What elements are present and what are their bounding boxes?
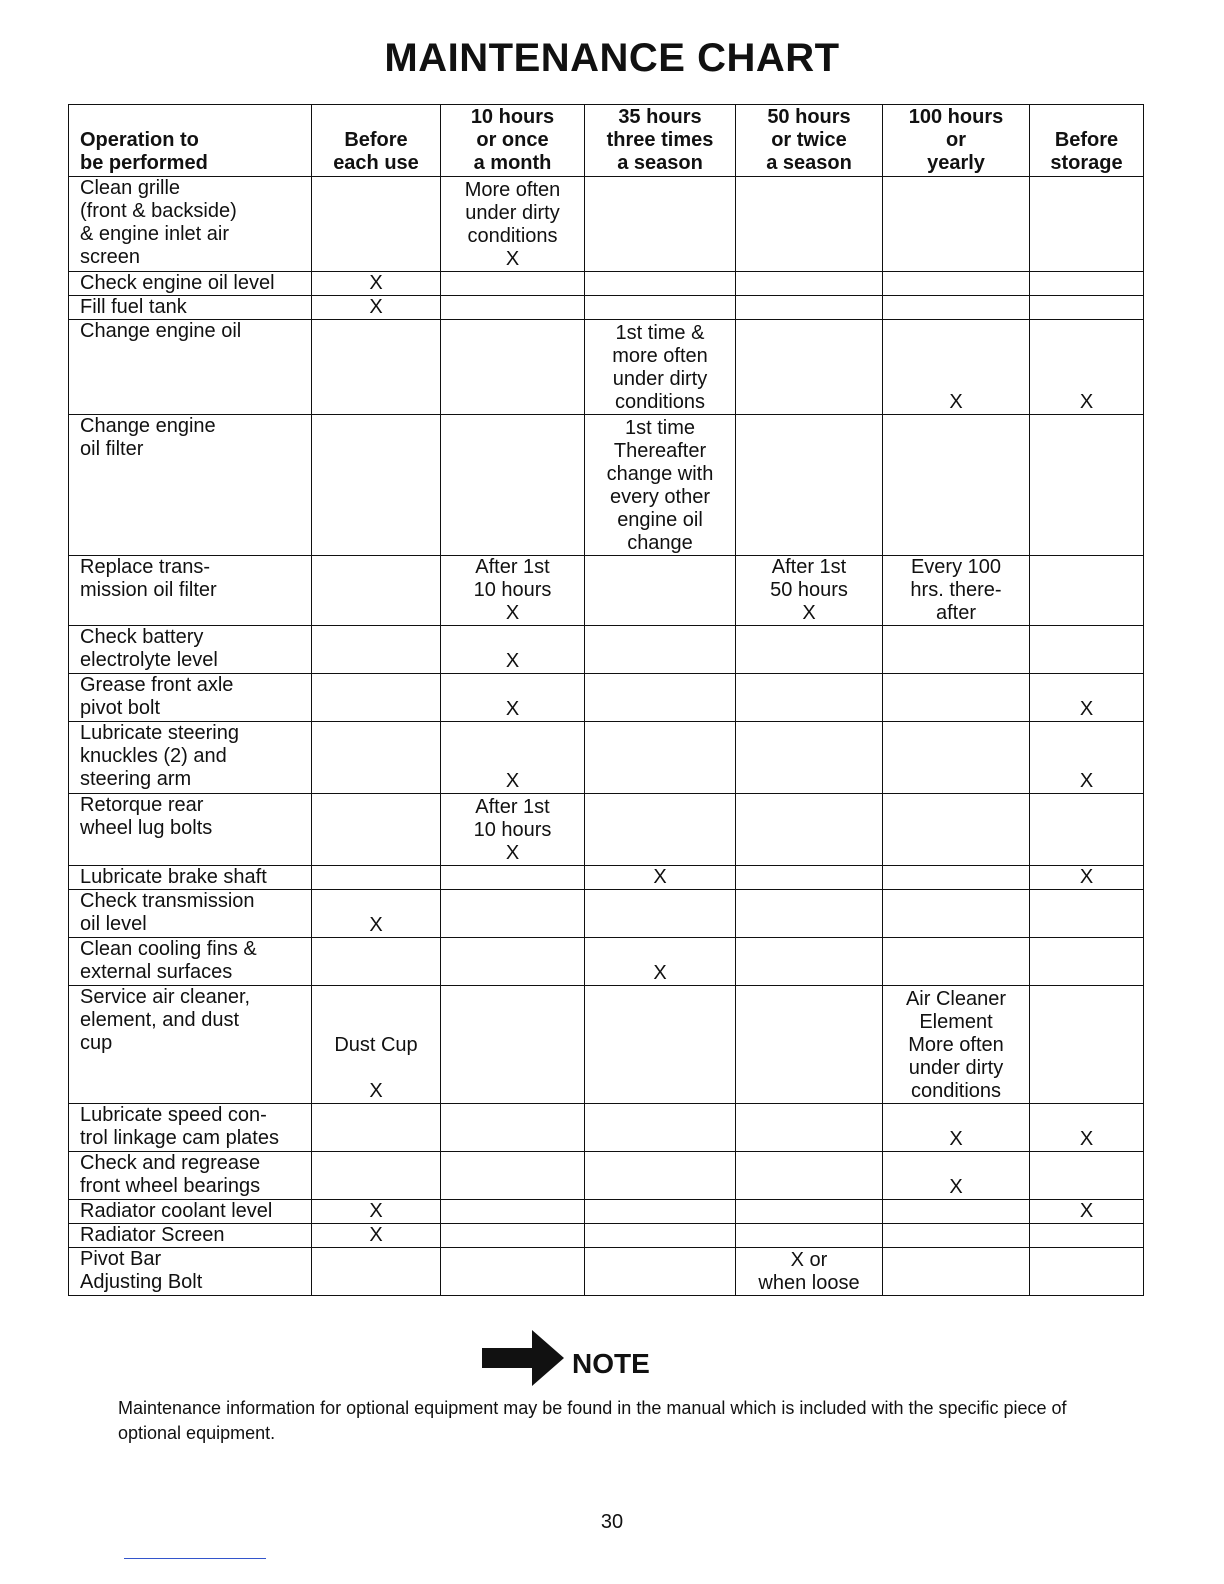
cell-text-line: X [505, 698, 520, 720]
cell-text-line: X [1079, 770, 1094, 792]
cell-text-line: X or [790, 1249, 828, 1271]
interval-cell [883, 1248, 1030, 1296]
table-row [69, 794, 1144, 866]
operation-cell [69, 177, 312, 272]
cell-text-line: 100 hours [908, 106, 1004, 128]
cell-text-line: 50 hours [770, 579, 848, 601]
cell-text-line: 35 hours [618, 106, 702, 128]
cell-text-line: X [1079, 1128, 1094, 1150]
cell-text-line: or twice [771, 129, 847, 151]
cell-text-line: each use [333, 152, 419, 174]
interval-cell [736, 794, 883, 866]
cell-text-line: 1st time [624, 417, 696, 439]
cell-text-line: X [369, 272, 383, 294]
operation-cell [69, 674, 312, 722]
cell-text-line: 10 hours [473, 579, 552, 601]
interval-cell [585, 866, 736, 890]
cell-text-line: After 1st [771, 556, 847, 578]
operation-cell [69, 296, 312, 320]
interval-cell [736, 1104, 883, 1152]
interval-cell [441, 626, 585, 674]
cell-text-line: when loose [758, 1272, 860, 1294]
operation-cell [69, 1104, 312, 1152]
interval-cell [585, 1152, 736, 1200]
cell-text-line: After 1st [475, 556, 550, 578]
interval-cell [585, 722, 736, 794]
interval-cell [312, 626, 441, 674]
table-row [69, 1200, 1144, 1224]
arrow-right-icon [480, 1328, 568, 1388]
cell-text-line: Thereafter [613, 440, 707, 462]
cell-text-line: X [949, 391, 963, 413]
table-row [69, 1152, 1144, 1200]
table-row [69, 1224, 1144, 1248]
cell-text-line: mission oil filter [80, 579, 217, 601]
cell-text-line: More often [464, 179, 561, 201]
interval-cell [1030, 1104, 1144, 1152]
interval-cell [585, 1104, 736, 1152]
operation-cell [69, 320, 312, 415]
table-row [69, 320, 1144, 415]
interval-cell [585, 626, 736, 674]
divider [124, 1558, 266, 1559]
column-header [441, 105, 585, 177]
interval-cell [736, 890, 883, 938]
interval-cell [441, 1224, 585, 1248]
interval-cell [441, 272, 585, 296]
table-row [69, 866, 1144, 890]
cell-text-line: Clean grille [80, 177, 181, 199]
interval-cell [736, 296, 883, 320]
table-row [69, 674, 1144, 722]
interval-cell [441, 1104, 585, 1152]
cell-text-line: X [369, 296, 383, 318]
operation-cell [69, 272, 312, 296]
interval-cell [585, 986, 736, 1104]
interval-cell [312, 177, 441, 272]
interval-cell [441, 866, 585, 890]
interval-cell [1030, 794, 1144, 866]
interval-cell [441, 415, 585, 556]
cell-text-line: Change engine [80, 415, 216, 437]
cell-text-line: oil filter [80, 438, 144, 460]
cell-text-line: wheel lug bolts [80, 817, 213, 839]
cell-text-line: be performed [80, 152, 208, 174]
interval-cell [736, 986, 883, 1104]
cell-text-line: change with [606, 463, 714, 485]
table-row [69, 626, 1144, 674]
interval-cell [736, 177, 883, 272]
cell-text-line: pivot bolt [80, 697, 161, 719]
cell-text-line: Radiator Screen [80, 1224, 225, 1246]
operation-cell [69, 1200, 312, 1224]
interval-cell [312, 986, 441, 1104]
cell-text-line: Check transmission [80, 890, 255, 912]
cell-text-line: hrs. there- [910, 579, 1002, 601]
interval-cell [441, 794, 585, 866]
interval-cell [883, 1200, 1030, 1224]
interval-cell [312, 1104, 441, 1152]
column-header [883, 105, 1030, 177]
cell-text-line: conditions [614, 391, 706, 413]
cell-text-line: Replace trans- [80, 556, 211, 578]
interval-cell [736, 1152, 883, 1200]
table-row [69, 890, 1144, 938]
operation-cell [69, 415, 312, 556]
interval-cell [1030, 674, 1144, 722]
interval-cell [883, 1104, 1030, 1152]
cell-text-line: a month [473, 152, 552, 174]
table-row [69, 272, 1144, 296]
interval-cell [585, 890, 736, 938]
interval-cell [736, 866, 883, 890]
interval-cell [736, 556, 883, 626]
cell-text-line: & engine inlet air [80, 223, 229, 245]
cell-text-line: X [949, 1176, 963, 1198]
cell-text-line: external surfaces [80, 961, 233, 983]
cell-text-line: X [369, 914, 383, 936]
interval-cell [312, 794, 441, 866]
interval-cell [736, 1224, 883, 1248]
cell-text-line: after [935, 602, 977, 624]
column-header [736, 105, 883, 177]
interval-cell [312, 1200, 441, 1224]
table-row [69, 296, 1144, 320]
table-row [69, 938, 1144, 986]
interval-cell [441, 890, 585, 938]
interval-cell [736, 1248, 883, 1296]
cell-text-line: After 1st [475, 796, 550, 818]
cell-text-line: Element [919, 1011, 993, 1033]
interval-cell [736, 674, 883, 722]
interval-cell [585, 556, 736, 626]
interval-cell [312, 556, 441, 626]
operation-cell [69, 556, 312, 626]
interval-cell [883, 674, 1030, 722]
interval-cell [1030, 1152, 1144, 1200]
interval-cell [441, 674, 585, 722]
interval-cell [1030, 320, 1144, 415]
cell-text-line: X [369, 1080, 383, 1102]
interval-cell [585, 938, 736, 986]
cell-text-line: or once [476, 129, 549, 151]
interval-cell [312, 272, 441, 296]
cell-text-line: Air Cleaner [905, 988, 1007, 1010]
cell-text-line: under dirty [465, 202, 560, 224]
operation-cell [69, 1152, 312, 1200]
interval-cell [1030, 866, 1144, 890]
interval-cell [736, 938, 883, 986]
interval-cell [585, 296, 736, 320]
interval-cell [1030, 1248, 1144, 1296]
operation-cell [69, 626, 312, 674]
note-label: NOTE [572, 1348, 650, 1379]
cell-text-line: Lubricate brake shaft [80, 866, 267, 888]
interval-cell [736, 272, 883, 296]
cell-text-line: storage [1050, 152, 1123, 174]
cell-text-line: knuckles (2) and [80, 745, 227, 767]
table-row [69, 1104, 1144, 1152]
cell-text-line: screen [80, 246, 141, 268]
table-row [69, 722, 1144, 794]
interval-cell [441, 722, 585, 794]
interval-cell [1030, 296, 1144, 320]
cell-text-line: Check and regrease [80, 1152, 261, 1174]
interval-cell [883, 626, 1030, 674]
cell-text-line: Operation to [80, 129, 199, 151]
cell-text-line: Lubricate speed con- [80, 1104, 267, 1126]
interval-cell [1030, 626, 1144, 674]
page-number: 30 [600, 1511, 624, 1533]
cell-text-line: Grease front axle [80, 674, 234, 696]
cell-text-line: Adjusting Bolt [80, 1271, 203, 1293]
interval-cell [312, 296, 441, 320]
interval-cell [585, 1248, 736, 1296]
interval-cell [736, 722, 883, 794]
cell-text-line: front wheel bearings [80, 1175, 261, 1197]
cell-text-line: X [802, 602, 816, 624]
interval-cell [883, 722, 1030, 794]
interval-cell [585, 1224, 736, 1248]
cell-text-line: conditions [467, 225, 558, 247]
interval-cell [312, 674, 441, 722]
interval-cell [1030, 986, 1144, 1104]
operation-cell [69, 890, 312, 938]
cell-text-line: Every 100 [910, 556, 1002, 578]
interval-cell [585, 415, 736, 556]
interval-cell [312, 722, 441, 794]
cell-text-line: trol linkage cam plates [80, 1127, 279, 1149]
cell-text-line: X [505, 602, 520, 624]
cell-text-line: yearly [927, 152, 985, 174]
interval-cell [1030, 177, 1144, 272]
interval-cell [1030, 890, 1144, 938]
cell-text-line: Fill fuel tank [80, 296, 187, 318]
table-row [69, 556, 1144, 626]
cell-text-line: change [627, 532, 693, 554]
interval-cell [312, 866, 441, 890]
interval-cell [883, 1224, 1030, 1248]
interval-cell [441, 1248, 585, 1296]
cell-text-line: 10 hours [473, 819, 552, 841]
interval-cell [883, 1152, 1030, 1200]
table-row [69, 986, 1144, 1104]
interval-cell [441, 320, 585, 415]
operation-cell [69, 722, 312, 794]
column-header [1030, 105, 1144, 177]
cell-text-line: X [369, 1224, 383, 1246]
interval-cell [312, 1248, 441, 1296]
interval-cell [883, 866, 1030, 890]
interval-cell [1030, 272, 1144, 296]
cell-text-line: Radiator coolant level [80, 1200, 273, 1222]
cell-text-line: (front & backside) [80, 200, 237, 222]
note-text: Maintenance information for optional equipment may be found in the manual which is included with the specific piece of optional equipment. [118, 1398, 1067, 1443]
interval-cell [585, 1200, 736, 1224]
cell-text-line: X [1079, 391, 1094, 413]
interval-cell [441, 1152, 585, 1200]
cell-text-line: Pivot Bar [80, 1248, 162, 1270]
cell-text-line: 10 hours [470, 106, 555, 128]
cell-text-line: Clean cooling fins & [80, 938, 257, 960]
cell-text-line: 1st time & [615, 322, 705, 344]
cell-text-line: Retorque rear [80, 794, 204, 816]
operation-cell [69, 794, 312, 866]
interval-cell [883, 938, 1030, 986]
cell-text-line: Service air cleaner, [80, 986, 251, 1008]
cell-text-line: every other [609, 486, 711, 508]
interval-cell [883, 556, 1030, 626]
cell-text-line: More often [908, 1034, 1004, 1056]
column-header [69, 105, 312, 177]
page-title: MAINTENANCE CHART [384, 36, 840, 80]
interval-cell [585, 794, 736, 866]
cell-text-line: X [505, 770, 520, 792]
cell-text-line: X [1079, 1200, 1094, 1222]
operation-cell [69, 938, 312, 986]
cell-text-line: X [949, 1128, 963, 1150]
interval-cell [441, 177, 585, 272]
cell-text-line: under dirty [908, 1057, 1004, 1079]
interval-cell [312, 415, 441, 556]
interval-cell [312, 1152, 441, 1200]
interval-cell [883, 272, 1030, 296]
table-row [69, 177, 1144, 272]
interval-cell [883, 320, 1030, 415]
cell-text-line: Before [344, 129, 408, 151]
cell-text-line: X [653, 962, 667, 984]
interval-cell [736, 320, 883, 415]
interval-cell [585, 674, 736, 722]
interval-cell [1030, 556, 1144, 626]
cell-text-line: three times [606, 129, 714, 151]
cell-text-line: a season [766, 152, 852, 174]
operation-cell [69, 1224, 312, 1248]
cell-text-line: Check engine oil level [80, 272, 275, 294]
interval-cell [1030, 722, 1144, 794]
table-row [69, 415, 1144, 556]
cell-text-line: Lubricate steering [80, 722, 239, 744]
interval-cell [1030, 415, 1144, 556]
cell-text-line: X [505, 248, 520, 270]
cell-text-line: more often [612, 345, 708, 367]
interval-cell [312, 890, 441, 938]
maintenance-chart-table [68, 104, 1144, 1296]
interval-cell [312, 938, 441, 986]
interval-cell [883, 296, 1030, 320]
interval-cell [736, 1200, 883, 1224]
cell-text-line: X [653, 866, 667, 888]
interval-cell [441, 1200, 585, 1224]
cell-text-line: Change engine oil [80, 320, 242, 342]
cell-text-line: steering arm [80, 768, 192, 790]
interval-cell [585, 272, 736, 296]
cell-text-line: a season [617, 152, 703, 174]
interval-cell [441, 556, 585, 626]
table-row [69, 1248, 1144, 1296]
interval-cell [312, 320, 441, 415]
cell-text-line: X [505, 650, 520, 672]
cell-text-line: X [1079, 866, 1094, 888]
operation-cell [69, 986, 312, 1104]
cell-text-line: element, and dust [80, 1009, 239, 1031]
cell-text-line: X [505, 842, 520, 864]
cell-text-line: cup [80, 1032, 113, 1054]
cell-text-line: X [1079, 698, 1094, 720]
interval-cell [441, 938, 585, 986]
cell-text-line: Before [1054, 129, 1119, 151]
cell-text-line: oil level [80, 913, 147, 935]
cell-text-line: Dust Cup [334, 1034, 418, 1056]
cell-text-line: or [946, 129, 966, 151]
interval-cell [736, 626, 883, 674]
interval-cell [883, 177, 1030, 272]
interval-cell [1030, 1200, 1144, 1224]
operation-cell [69, 866, 312, 890]
interval-cell [883, 415, 1030, 556]
interval-cell [312, 1224, 441, 1248]
interval-cell [441, 296, 585, 320]
operation-cell [69, 1248, 312, 1296]
interval-cell [441, 986, 585, 1104]
interval-cell [736, 415, 883, 556]
interval-cell [883, 986, 1030, 1104]
interval-cell [883, 794, 1030, 866]
interval-cell [585, 320, 736, 415]
column-header [585, 105, 736, 177]
cell-text-line: under dirty [612, 368, 708, 390]
column-header [312, 105, 441, 177]
table-body [69, 177, 1144, 1296]
cell-text-line: X [369, 1200, 383, 1222]
table-header-row [69, 105, 1144, 177]
cell-text-line: Check battery [80, 626, 204, 648]
interval-cell [1030, 1224, 1144, 1248]
cell-text-line: engine oil [617, 509, 703, 531]
cell-text-line: conditions [910, 1080, 1002, 1102]
interval-cell [1030, 938, 1144, 986]
cell-text-line: electrolyte level [80, 649, 218, 671]
cell-text-line: 50 hours [767, 106, 851, 128]
interval-cell [883, 890, 1030, 938]
interval-cell [585, 177, 736, 272]
